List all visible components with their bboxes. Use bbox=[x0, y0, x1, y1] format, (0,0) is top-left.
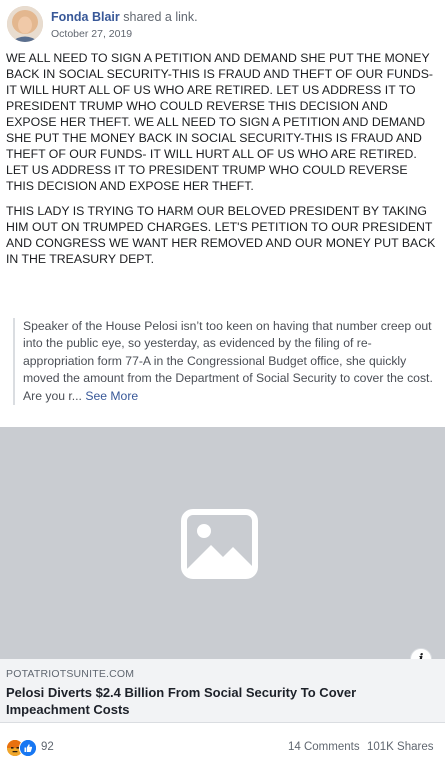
image-placeholder-icon bbox=[181, 509, 258, 579]
link-preview-card[interactable] bbox=[0, 427, 445, 722]
post-paragraph: WE ALL NEED TO SIGN A PETITION AND DEMAND SHE PUT THE MONEY BACK IN SOCIAL SECURITY-THIS IS FRAUD AND THEFT OF OUR FUNDS- IT WILL HURT ALL OF US WHO ARE RETIRED. LET US ADDRESS IT TO PRESIDENT TRUMP WHO COULD REVERSE THIS DECISION AND EXPOSE HER THEFT. WE ALL NEED TO SIGN A PETITION AND DEMAND SHE PUT THE MONEY BACK IN SOCIAL SECURITY-THIS IS FRAUD AND THEFT OF OUR FUNDS- IT WILL HURT ALL OF US WHO ARE RETIRED. LET US ADDRESS IT TO PRESIDENT TRUMP WHO COULD REVERSE THIS DECISION AND EXPOSE HER THEFT. bbox=[6, 51, 434, 193]
share-action-text: shared a link. bbox=[119, 10, 198, 24]
post-header bbox=[7, 6, 437, 42]
post-body bbox=[6, 50, 438, 276]
post-paragraph: THIS LADY IS TRYING TO HARM OUR BELOVED PRESIDENT BY TAKING HIM OUT ON TRUMPED CHARGES. LET'S PETITION TO OUR PRESIDENT AND CONGRESS WE WANT HER REMOVED AND OUR MONEY PUT BACK IN THE TREASURY DEPT. bbox=[6, 204, 436, 266]
link-meta[interactable] bbox=[0, 659, 445, 723]
see-more-link[interactable]: See More bbox=[85, 388, 139, 403]
quote-text: Speaker of the House Pelosi isn’t too keen on having that number creep out into the public eye, so yesterday, as evidenced by the filing of re-appropriation form 77-A in the Congressional Budget office, she quickly moved the amount from the Department of Social Security to cover the cost. Are you r... bbox=[23, 319, 433, 403]
comments-count[interactable]: 14 Comments bbox=[288, 741, 360, 753]
post-footer bbox=[0, 735, 445, 759]
author-name[interactable]: Fonda Blair bbox=[51, 10, 120, 24]
link-preview-image[interactable] bbox=[0, 427, 445, 659]
avatar[interactable] bbox=[7, 6, 43, 42]
post-date[interactable]: October 27, 2019 bbox=[51, 28, 133, 40]
shared-quote bbox=[13, 318, 436, 405]
link-title[interactable]: Pelosi Diverts $2.4 Billion From Social Security To Cover Impeachment Costs bbox=[6, 685, 357, 717]
like-reaction-icon bbox=[19, 739, 37, 757]
reaction-count[interactable]: 92 bbox=[41, 741, 54, 753]
author-line bbox=[51, 10, 198, 24]
link-domain: POTATRIOTSUNITE.COM bbox=[6, 668, 135, 680]
shares-count[interactable]: 101K Shares bbox=[367, 741, 434, 753]
